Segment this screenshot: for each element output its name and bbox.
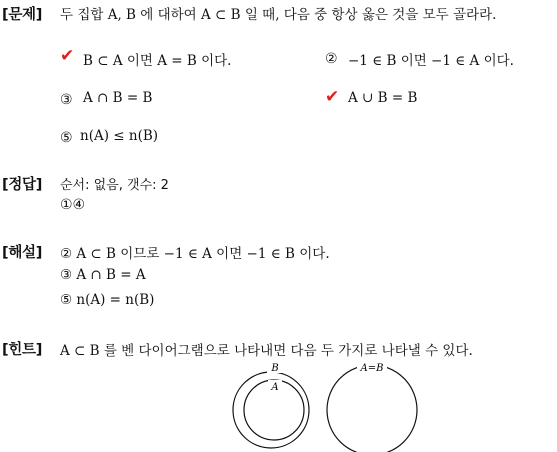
- venn-right-circle: [327, 365, 417, 452]
- answer-value: ①④: [60, 197, 86, 213]
- venn-right-label: A=B: [360, 363, 384, 374]
- problem-tag: [문제]: [2, 7, 43, 23]
- choice-2-number: ②: [325, 51, 338, 67]
- explanation-line-1: ② A ⊂ B 이므로 −1 ∈ A 이면 −1 ∈ B 이다.: [60, 246, 330, 262]
- explanation-tag: [해설]: [2, 245, 43, 261]
- choice-2-text: −1 ∈ B 이면 −1 ∈ A 이다.: [348, 53, 514, 69]
- problem-question: 두 집합 A, B 에 대하여 A ⊂ B 일 때, 다음 중 항상 옳은 것을 모두 골라라.: [60, 7, 497, 23]
- explanation-line-2: ③ A ∩ B = A: [60, 267, 146, 283]
- check-mark-icon: ✔: [325, 87, 340, 107]
- choice-3-text: A ∩ B = B: [83, 90, 153, 106]
- hint-text: A ⊂ B 를 벤 다이어그램으로 나타내면 다음 두 가지로 나타낼 수 있다.: [60, 343, 473, 359]
- choice-5-number: ⑤: [60, 130, 73, 146]
- answer-order-count: 순서: 없음, 갯수: 2: [60, 178, 169, 193]
- choice-3-number: ③: [60, 92, 73, 108]
- hint-tag: [힌트]: [2, 342, 43, 358]
- venn-left: [233, 361, 309, 448]
- choice-4-text: A ∪ B = B: [348, 90, 418, 106]
- answer-tag: [정답]: [2, 177, 43, 193]
- venn-left-outer-label: B: [271, 363, 279, 374]
- choice-5-text: n(A) ≤ n(B): [80, 128, 159, 144]
- venn-left-inner-label: A: [271, 382, 279, 393]
- choice-1-text: B ⊂ A 이면 A = B 이다.: [83, 53, 232, 69]
- check-mark-icon: ✔: [60, 46, 75, 66]
- explanation-line-3: ⑤ n(A) = n(B): [60, 292, 155, 308]
- venn-right: [327, 361, 417, 452]
